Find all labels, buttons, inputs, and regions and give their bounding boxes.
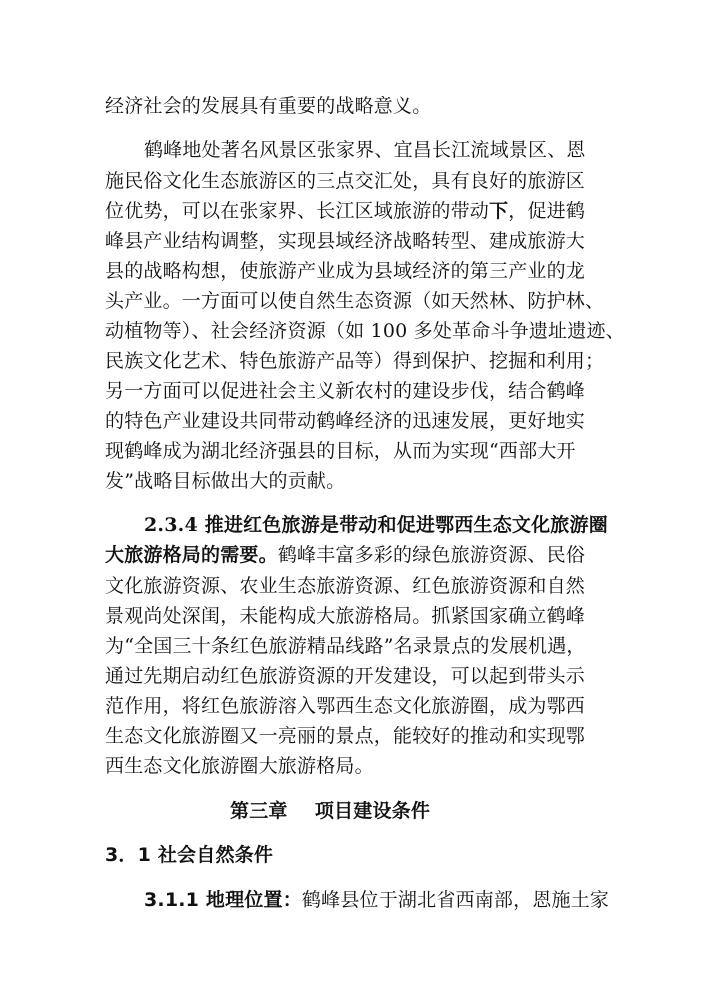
- chapter-title: 第三章 项目建设条件: [230, 800, 431, 822]
- text-line: [105, 543, 585, 567]
- text-line: 范作用，将红色旅游溶入鄂西生态文化旅游圈，成为鄂西: [105, 695, 586, 717]
- section-title: 3．1 社会自然条件: [105, 844, 274, 866]
- text-line: [105, 199, 585, 223]
- text-segment-bold: 大旅游格局的需要。: [105, 544, 278, 566]
- text-line: 生态文化旅游圈又一亮丽的景点，能较好的推动和实现鄂: [105, 725, 586, 747]
- text-line: 通过先期启动红色旅游资源的开发建设，可以起到带头示: [105, 665, 586, 687]
- section-heading-inline: 2.3.4 推进红色旅游是带动和促进鄂西生态文化旅游圈: [144, 514, 608, 536]
- text-segment: 鹤峰丰富多彩的绿色旅游资源、民俗: [277, 544, 586, 566]
- text-line: 另一方面可以促进社会主义新农村的建设步伐，结合鹤峰: [105, 380, 586, 402]
- text-line: 西生态文化旅游圈大旅游格局。: [105, 755, 374, 777]
- text-line: 县的战略构想，使旅游产业成为县域经济的第三产业的龙: [105, 260, 586, 282]
- text-segment: ，促进鹤: [508, 200, 586, 222]
- text-line: 施民俗文化生态旅游区的三点交汇处，具有良好的旅游区: [105, 170, 586, 192]
- text-line: 景观尚处深闺，未能构成大旅游格局。抓紧国家确立鹤峰: [105, 605, 586, 627]
- text-line: 峰县产业结构调整，实现县域经济战略转型、建成旅游大: [105, 230, 586, 252]
- text-line: 动植物等）、社会经济资源（如 100 多处革命斗争遗址遗迹、: [105, 320, 625, 342]
- text-line: 为“全国三十条红色旅游精品线路”名录景点的发展机遇，: [105, 635, 586, 657]
- text-line: 鹤峰地处著名风景区张家界、宜昌长江流域景区、恩: [144, 139, 586, 161]
- text-line: 文化旅游资源、农业生态旅游资源、红色旅游资源和自然: [105, 575, 586, 597]
- text-line: 发”战略目标做出大的贡献。: [105, 470, 346, 492]
- text-line: 的特色产业建设共同带动鹤峰经济的迅速发展，更好地实: [105, 410, 586, 432]
- text-segment-bold: 3.1.1 地理位置：: [144, 889, 302, 911]
- text-line: [144, 888, 609, 912]
- text-segment: 位优势，可以在张家界、长江区域旅游的带动: [105, 200, 490, 222]
- text-line: 现鹤峰成为湖北经济强县的目标，从而为实现“西部大开: [105, 440, 576, 462]
- text-line: 民族文化艺术、特色旅游产品等）得到保护、挖掘和利用；: [105, 350, 605, 372]
- text-line: 头产业。一方面可以使自然生态资源（如天然林、防护林、: [105, 290, 605, 312]
- text-line: 经济社会的发展具有重要的战略意义。: [105, 95, 432, 117]
- text-segment-bold: 下: [489, 200, 509, 222]
- text-segment: 鹤峰县位于湖北省西南部，恩施土家: [301, 889, 610, 911]
